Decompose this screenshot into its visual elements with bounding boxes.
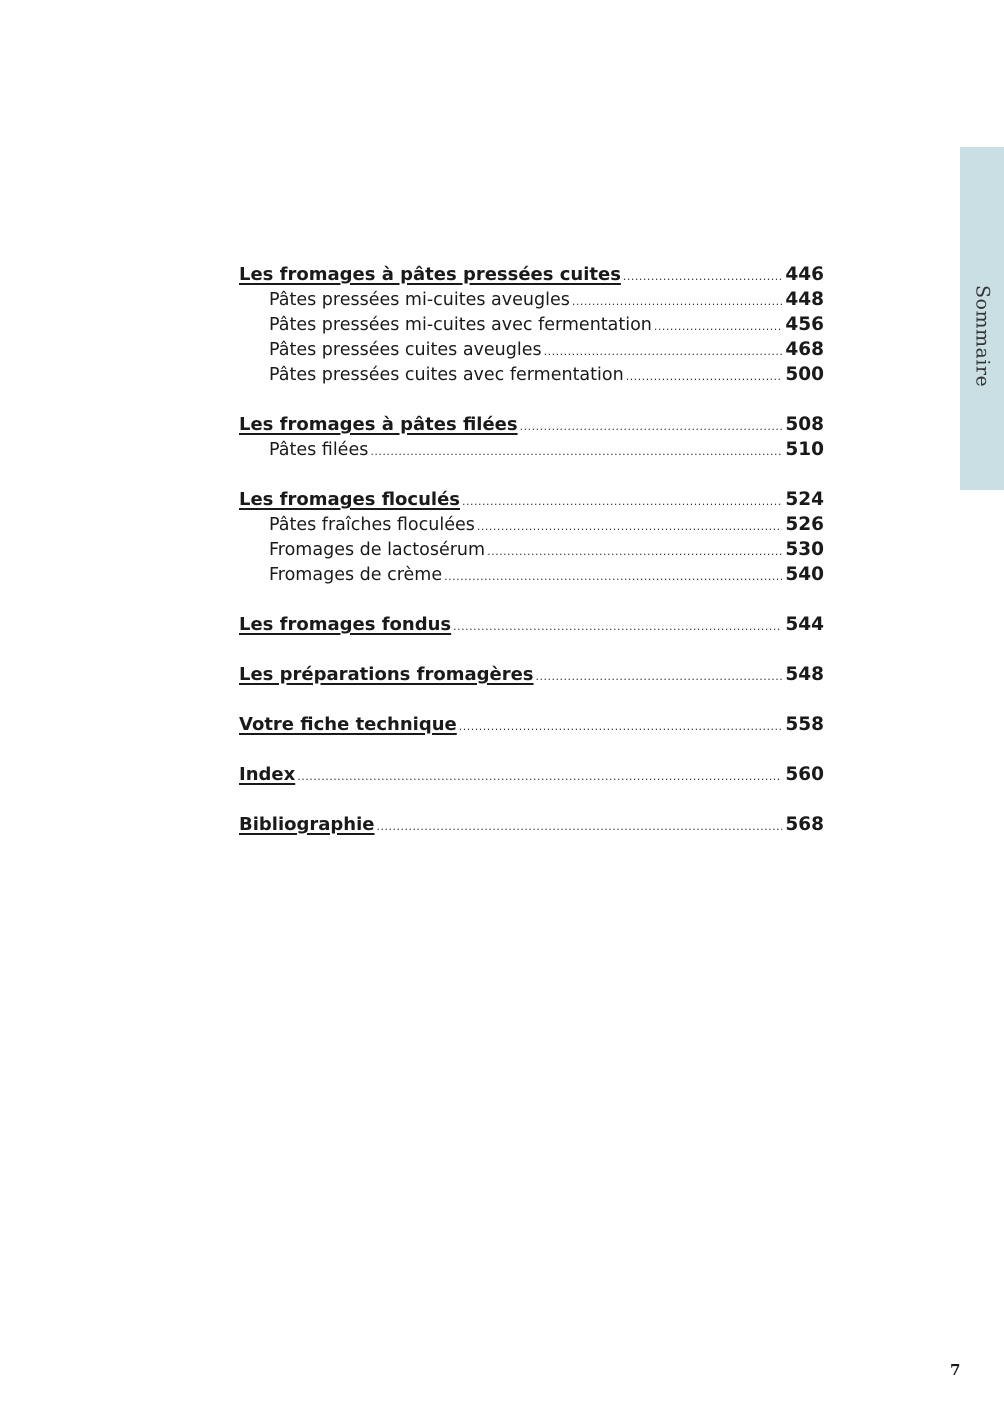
dot-leader [572,289,782,314]
toc-sub-title: Pâtes pressées mi-cuites avec fermentation [269,315,652,335]
toc-page-number: 448 [785,289,824,310]
folio: 7 [950,1361,961,1379]
toc-sub-title: Pâtes pressées cuites aveugles [269,340,542,360]
toc-sub-entry[interactable] [239,337,824,362]
toc-page-number: 560 [785,764,824,785]
toc-sub-entry[interactable] [239,362,824,387]
toc-sub-title: Pâtes pressées cuites avec fermentation [269,365,624,385]
toc-section-title: Index [239,764,296,785]
toc-sub-title: Pâtes pressées mi-cuites aveugles [269,290,570,310]
toc-page-number: 526 [785,514,824,535]
toc-section-title: Les fromages à pâtes pressées cuites [239,264,621,285]
toc-section-entry[interactable] [239,412,824,437]
toc-sub-title: Pâtes filées [269,440,369,460]
toc-page-number: 544 [785,614,824,635]
dot-leader [544,339,782,364]
dot-leader [459,714,782,739]
toc-section-title: Les fromages fondus [239,614,452,635]
toc-page-number: 524 [785,489,824,510]
toc-section-title: Les fromages floculés [239,489,460,510]
group-spacer [239,587,824,612]
section-tab-label-wrap [960,147,1004,490]
dot-leader [370,439,782,464]
toc-page-number: 568 [785,814,824,835]
dot-leader [376,814,782,839]
dot-leader [536,664,783,689]
toc-sub-entry[interactable] [239,437,824,462]
toc-sub-entry[interactable] [239,512,824,537]
toc-page-number: 446 [785,264,824,285]
section-tab-label: Sommaire [971,285,994,388]
dot-leader [444,564,782,589]
toc-sub-entry[interactable] [239,537,824,562]
dot-leader [626,364,782,389]
toc-sub-entry[interactable] [239,287,824,312]
toc-page-number: 548 [785,664,824,685]
toc-sub-title: Fromages de crème [269,565,443,585]
group-spacer [239,462,824,487]
toc-section-entry[interactable] [239,612,824,637]
toc-section-entry[interactable] [239,762,824,787]
toc-page-number: 510 [785,439,824,460]
toc-page-number: 530 [785,539,824,560]
toc-page-number: 500 [785,364,824,385]
dot-leader [297,764,782,789]
group-spacer [239,387,824,412]
toc-page-number: 456 [785,314,824,335]
dot-leader [462,489,782,514]
toc-section-entry[interactable] [239,662,824,687]
toc-page-number: 468 [785,339,824,360]
toc-section-entry[interactable] [239,712,824,737]
table-of-contents [239,262,824,837]
group-spacer [239,687,824,712]
toc-sub-entry[interactable] [239,562,824,587]
toc-sub-entry[interactable] [239,312,824,337]
dot-leader [477,514,782,539]
dot-leader [623,264,782,289]
dot-leader [453,614,782,639]
toc-section-title: Votre fiche technique [239,714,457,735]
toc-section-title: Bibliographie [239,814,375,835]
dot-leader [487,539,782,564]
toc-sub-title: Pâtes fraîches floculées [269,515,475,535]
group-spacer [239,637,824,662]
group-spacer [239,787,824,812]
toc-page-number: 508 [785,414,824,435]
dot-leader [654,314,782,339]
toc-section-title: Les préparations fromagères [239,664,534,685]
toc-page-number: 558 [785,714,824,735]
toc-section-entry[interactable] [239,487,824,512]
toc-section-entry[interactable] [239,812,824,837]
toc-page-number: 540 [785,564,824,585]
group-spacer [239,737,824,762]
toc-section-title: Les fromages à pâtes filées [239,414,518,435]
toc-sub-title: Fromages de lactosérum [269,540,486,560]
dot-leader [520,414,782,439]
toc-section-entry[interactable] [239,262,824,287]
